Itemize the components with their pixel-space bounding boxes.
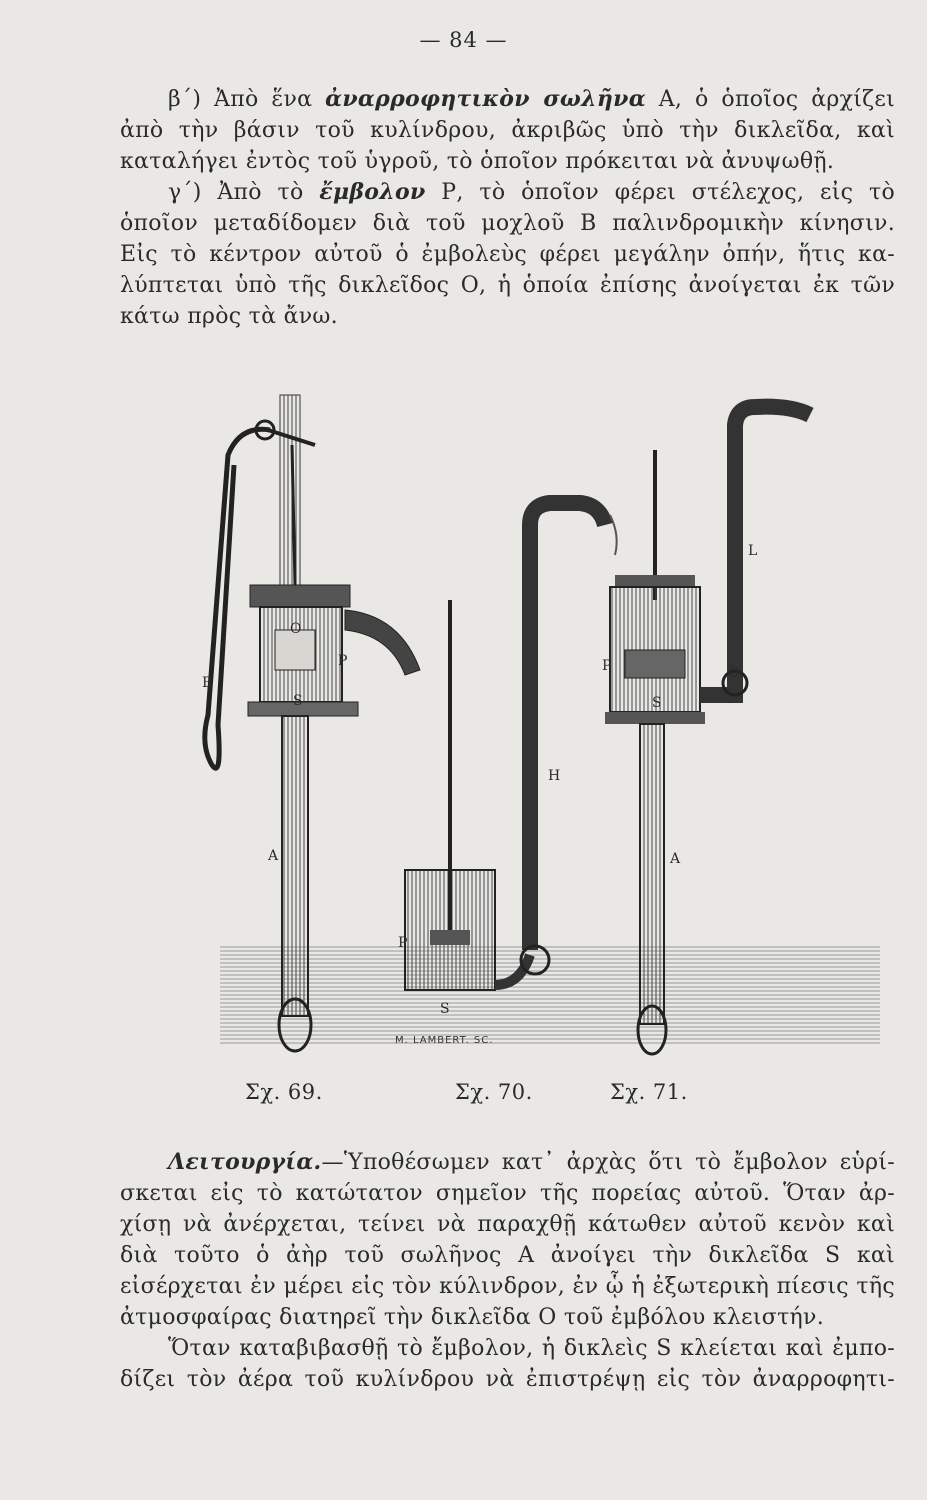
text-line: διὰ τοῦτο ὁ ἀὴρ τοῦ σωλῆνος Α ἀνοίγει τὴν δικλεῖδα S καὶ: [120, 1243, 895, 1268]
caption-fig-71: Σχ. 71.: [610, 1080, 688, 1104]
text-line: β΄) Ἀπὸ ἕνα ἀναρροφητικὸν σωλῆνα Α, ὁ ὁποῖος ἀρχίζει: [168, 86, 895, 112]
text-line: ὁποῖον μεταδίδομεν διὰ τοῦ μοχλοῦ Β παλινδρομικὴν κίνησιν.: [120, 211, 895, 236]
text-line: Ὅταν καταβιβασθῇ τὸ ἔμβολον, ἡ δικλεὶς S κλείεται καὶ ἐμπο-: [168, 1336, 895, 1361]
label-B: B: [202, 675, 213, 691]
text-line: ἀπὸ τὴν βάσιν τοῦ κυλίνδρου, ἀκριβῶς ὑπὸ τὴν δικλεῖδα, καὶ: [120, 118, 895, 143]
label-L: L: [748, 543, 758, 559]
piston-71: [625, 650, 685, 678]
pump-illustrations: [150, 385, 910, 1085]
cylinder-cap: [250, 585, 350, 607]
spout: [345, 610, 420, 675]
text-line: καταλήγει ἐντὸς τοῦ ὑγροῦ, τὸ ὁποῖον πρόκειται νὰ ἀνυψωθῇ.: [120, 149, 835, 174]
label-A-71: A: [670, 851, 681, 867]
label-S-71: S: [652, 695, 662, 711]
text-line: ἀτμοσφαίρας διατηρεῖ τὴν δικλεῖδα Ο τοῦ ἐμβόλου κλειστήν.: [120, 1305, 824, 1330]
top-paragraphs: [120, 84, 895, 332]
term-suction-pipe: ἀναρροφητικὸν σωλῆνα: [325, 86, 646, 112]
label-S: S: [293, 693, 303, 709]
label-P-70: P: [398, 935, 408, 951]
label-S-70: S: [440, 1001, 450, 1017]
page-number: — 84 —: [419, 28, 508, 52]
section-heading: Λειτουργία.: [168, 1149, 322, 1175]
caption-fig-69: Σχ. 69.: [245, 1080, 323, 1104]
text-line: σκεται εἰς τὸ κατώτατον σημεῖον τῆς πορείας αὐτοῦ. Ὅταν ἀρ-: [120, 1181, 895, 1206]
text-line: Εἰς τὸ κέντρον αὐτοῦ ὁ ἐμβολεὺς φέρει μεγάλην ὀπήν, ἥτις κα-: [120, 242, 895, 267]
text-line: λύπτεται ὑπὸ τῆς δικλεῖδος Ο, ἡ ὁποία ἐπίσης ἀνοίγεται ἐκ τῶν: [120, 273, 895, 298]
label-A: A: [268, 848, 279, 864]
caption-fig-70: Σχ. 70.: [455, 1080, 533, 1104]
suction-pipe-A-71: [640, 724, 664, 1024]
operation-section: [120, 1147, 895, 1395]
label-P-71: P: [602, 658, 612, 674]
text-line: χίσῃ νὰ ἀνέρχεται, τείνει νὰ παραχθῇ κάτωθεν αὐτοῦ κενὸν καὶ: [120, 1212, 895, 1237]
text-line: εἰσέρχεται ἐν μέρει εἰς τὸν κύλινδρον, ἐν ᾧ ἡ ἐξωτερικὴ πίεσις τῆς: [120, 1274, 895, 1299]
label-P: P: [338, 653, 348, 669]
text-line: δίζει τὸν ἀέρα τοῦ κυλίνδρου νὰ ἐπιστρέψῃ εἰς τὸν ἀναρροφητι-: [120, 1367, 895, 1392]
text-line: Λειτουργία.—Ὑποθέσωμεν κατ᾽ ἀρχὰς ὅτι τὸ ἔμβολον εὑρί-: [168, 1149, 895, 1175]
pump-engraving: [150, 385, 910, 1085]
label-H: H: [548, 768, 561, 784]
delivery-pipe-H: [530, 503, 605, 950]
label-O: O: [290, 621, 302, 637]
text-line: κάτω πρὸς τὰ ἄνω.: [120, 304, 338, 329]
engraver-imprint: M. LAMBERT. SC.: [395, 1035, 494, 1046]
suction-pipe-A: [282, 716, 308, 1016]
label-O-71: O: [728, 665, 740, 681]
pump-post: [280, 395, 300, 595]
text-line: γ΄) Ἀπὸ τὸ ἔμβολον Ρ, τὸ ὁποῖον φέρει στέλεχος, εἰς τὸ: [168, 179, 895, 205]
term-piston: ἔμβολον: [319, 179, 426, 205]
